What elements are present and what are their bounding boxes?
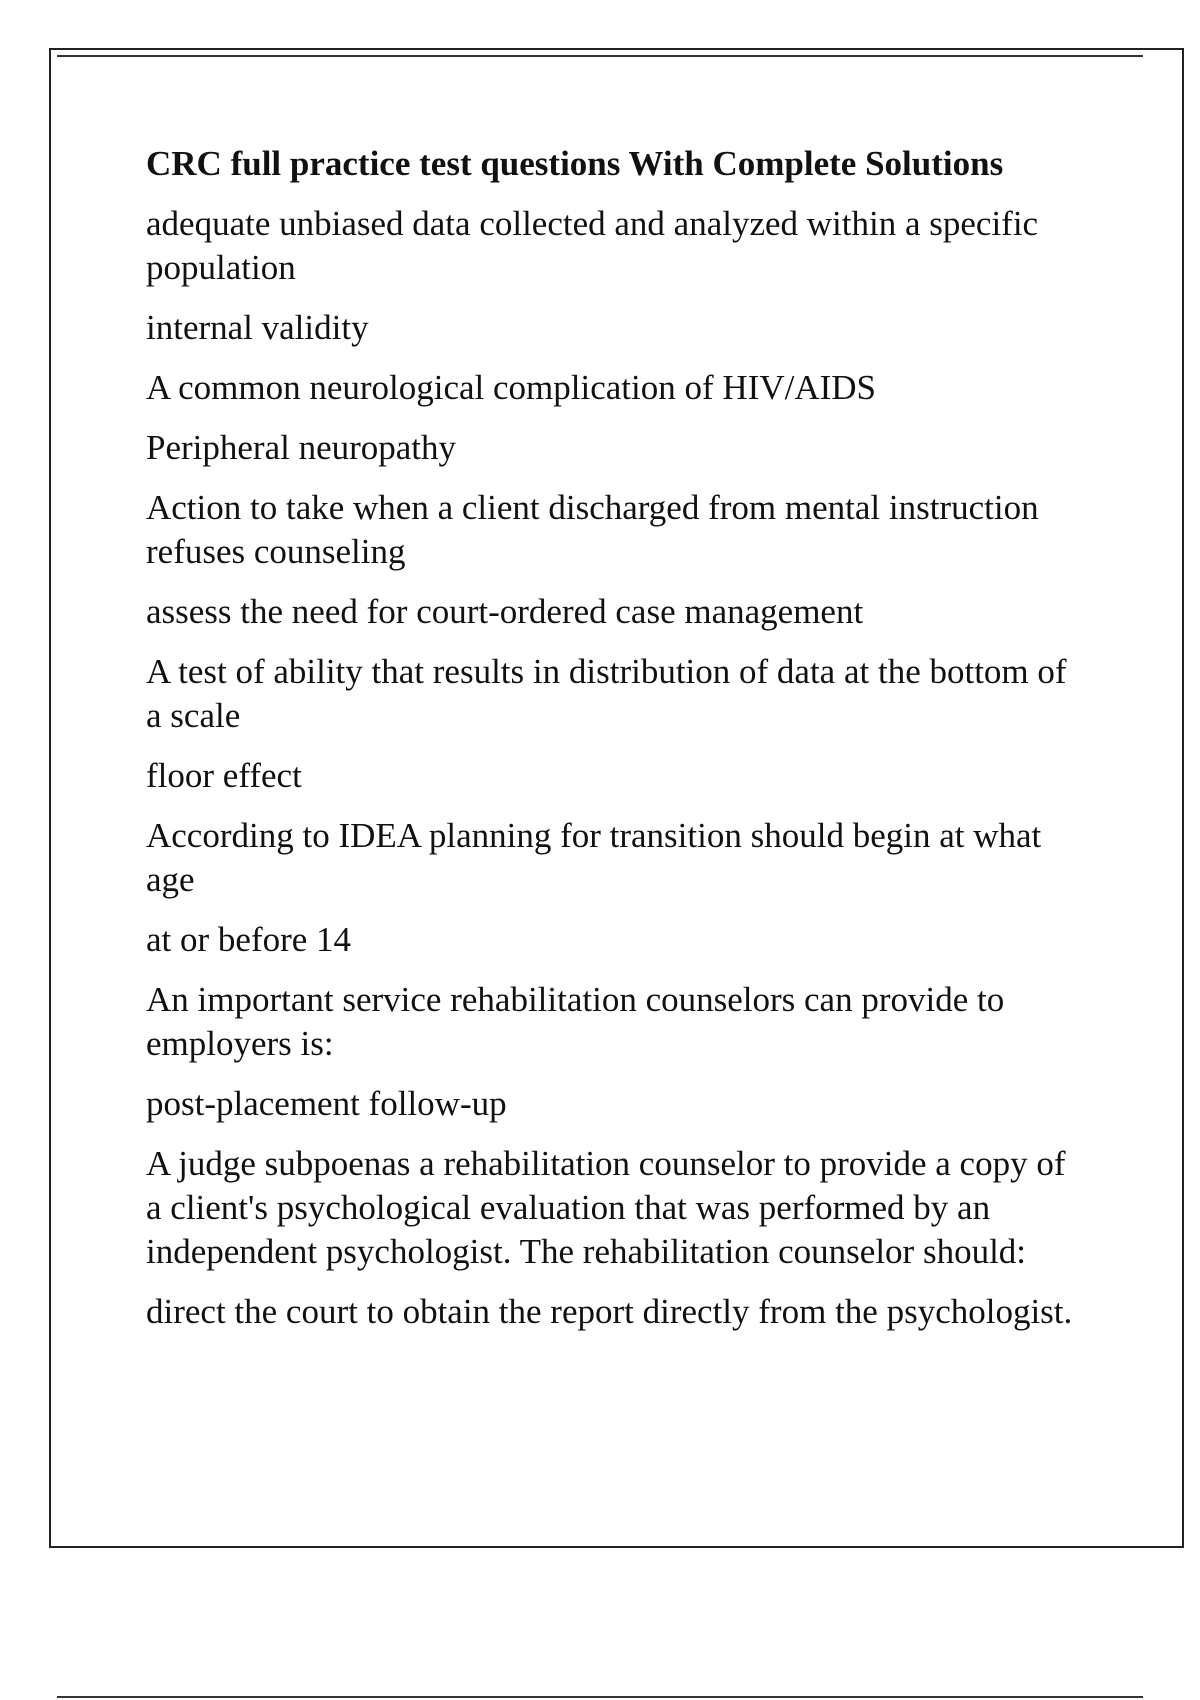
answer-5: at or before 14 xyxy=(146,920,352,959)
question-2: A common neurological complication of HIV/AIDS xyxy=(146,368,876,407)
question-4: A test of ability that results in distribution of data at the bottom of a scale xyxy=(146,652,1067,735)
answer-7: direct the court to obtain the report directly from the psychologist. xyxy=(146,1292,1073,1331)
document-body xyxy=(146,142,1086,1350)
answer-2: Peripheral neuropathy xyxy=(146,428,457,467)
answer-3: assess the need for court-ordered case management xyxy=(146,592,864,631)
answer-4: floor effect xyxy=(146,756,302,795)
question-5: According to IDEA planning for transition should begin at what age xyxy=(146,816,1042,899)
answer-6: post-placement follow-up xyxy=(146,1084,507,1123)
answer-1: internal validity xyxy=(146,308,369,347)
qa-list xyxy=(146,202,1086,1334)
document-title: CRC full practice test questions With Complete Solutions xyxy=(146,144,1004,183)
question-6: An important service rehabilitation counselors can provide to employers is: xyxy=(146,980,1005,1063)
question-1: adequate unbiased data collected and analyzed within a specific population xyxy=(146,204,1039,287)
bottom-rule xyxy=(57,1696,1143,1698)
question-3: Action to take when a client discharged from mental instruction refuses counseling xyxy=(146,488,1039,571)
question-7: A judge subpoenas a rehabilitation counselor to provide a copy of a client's psychological evaluation that was performed by an independent psychologist. The rehabilitation counselor should: xyxy=(146,1144,1066,1271)
top-rule xyxy=(57,55,1143,57)
